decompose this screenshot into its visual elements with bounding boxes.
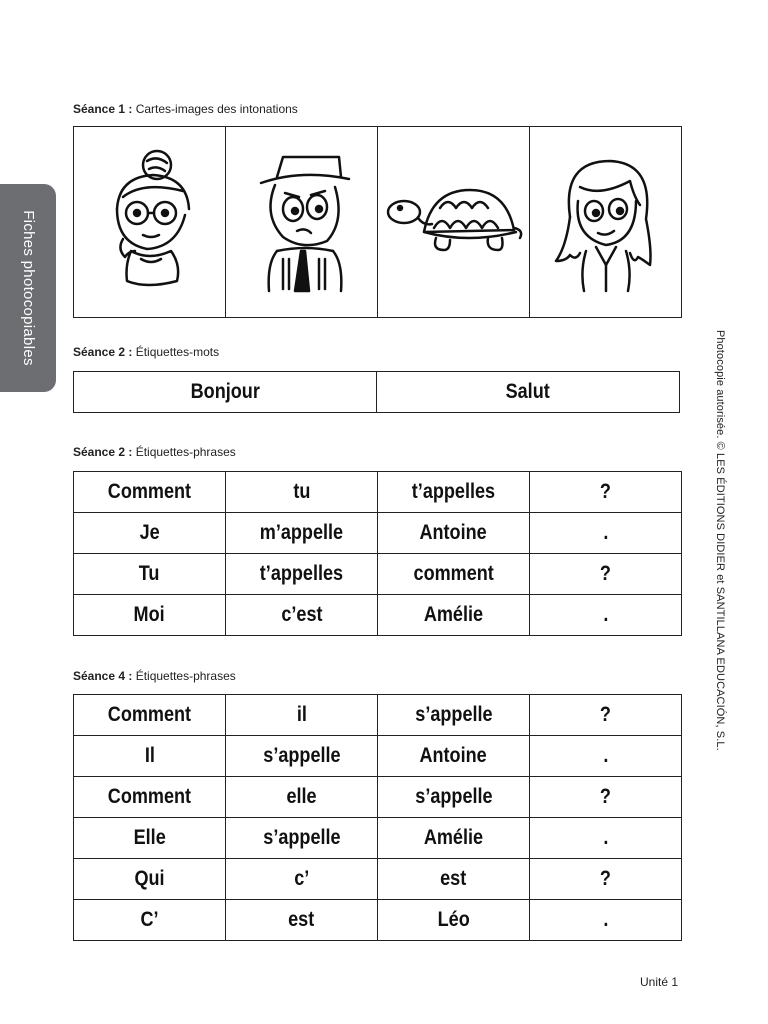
cell-text: Comment — [107, 785, 192, 808]
table-cell — [530, 859, 682, 900]
cell-text: Comment — [107, 480, 192, 503]
copyright-text: Photocopie autorisée. © LES ÉDITIONS DIDIER et SANTILLANA EDUCACIÓN, S.L. — [714, 330, 726, 751]
section4-label — [73, 669, 236, 683]
cell-text: Tu — [139, 562, 160, 585]
cell-text: t’appelles — [411, 480, 496, 503]
table-cell — [226, 695, 378, 736]
table-cell — [74, 513, 226, 554]
copyright-note — [708, 330, 732, 751]
cell-text: . — [602, 521, 609, 544]
boy-with-hat-icon — [247, 147, 357, 297]
cell-text: C’ — [140, 908, 159, 931]
table-cell — [74, 859, 226, 900]
table-cell — [530, 472, 682, 513]
table-cell — [378, 595, 530, 636]
cell-text: tu — [292, 480, 311, 503]
table-cell — [74, 900, 226, 941]
table-cell — [226, 554, 378, 595]
cell-text: Léo — [437, 908, 470, 931]
section2-label-text: Étiquettes-mots — [132, 345, 220, 359]
cell-text: ? — [599, 562, 612, 585]
table-cell — [74, 777, 226, 818]
table-row — [74, 736, 682, 777]
table-cell — [530, 736, 682, 777]
table-cell — [226, 900, 378, 941]
table-cell — [378, 472, 530, 513]
section2-label — [73, 345, 219, 359]
cell-text: il — [296, 703, 307, 726]
girl-icon — [546, 147, 666, 297]
cell-text: Moi — [133, 603, 166, 626]
section3-label — [73, 445, 236, 459]
phrase-table-seance2 — [73, 471, 682, 636]
table-cell — [530, 595, 682, 636]
table-cell — [378, 859, 530, 900]
table-cell — [226, 472, 378, 513]
grandmother-icon — [95, 147, 205, 297]
cell-text: . — [602, 603, 609, 626]
table-cell — [530, 777, 682, 818]
table-cell — [226, 736, 378, 777]
cell-text: ? — [599, 480, 612, 503]
table-cell — [530, 900, 682, 941]
cell-text: Amélie — [423, 826, 484, 849]
cell-text: s’appelle — [262, 826, 341, 849]
section2-label-bold: Séance 2 : — [73, 345, 133, 359]
table-cell — [74, 695, 226, 736]
section1-label-text: Cartes-images des intonations — [132, 102, 298, 116]
cell-text: s’appelle — [262, 744, 341, 767]
image-card — [74, 127, 226, 318]
table-cell — [226, 595, 378, 636]
cell-text: t’appelles — [259, 562, 344, 585]
section3-label-bold: Séance 2 : — [73, 445, 133, 459]
table-cell — [530, 695, 682, 736]
cell-text: Je — [139, 521, 160, 544]
table-cell — [226, 859, 378, 900]
cell-text: ? — [599, 867, 612, 890]
cell-text: Comment — [107, 703, 192, 726]
cell-text: est — [440, 867, 467, 890]
table-row — [74, 513, 682, 554]
table-row — [74, 818, 682, 859]
table-row — [74, 900, 682, 941]
image-cards-table — [73, 126, 682, 318]
table-cell — [378, 818, 530, 859]
cell-text: c’est — [280, 603, 323, 626]
table-cell — [74, 472, 226, 513]
image-card — [530, 127, 682, 318]
side-tab — [0, 184, 56, 392]
table-cell — [226, 777, 378, 818]
table-cell — [378, 554, 530, 595]
table-cell — [378, 900, 530, 941]
table-cell — [378, 736, 530, 777]
section1-label-bold: Séance 1 : — [73, 102, 133, 116]
cell-text: Antoine — [419, 521, 488, 544]
cell-text: . — [602, 908, 609, 931]
cell-text: Qui — [134, 867, 165, 890]
section4-label-bold: Séance 4 : — [73, 669, 133, 683]
table-row — [74, 595, 682, 636]
cell-text: . — [602, 744, 609, 767]
word-text: Salut — [505, 380, 551, 403]
section1-label — [73, 102, 298, 116]
cell-text: comment — [413, 562, 494, 585]
cell-text: . — [602, 826, 609, 849]
cell-text: Elle — [133, 826, 166, 849]
word-cell — [74, 372, 377, 413]
phrase-table-seance4 — [73, 694, 682, 941]
cell-text: s’appelle — [414, 703, 493, 726]
cell-text: ? — [599, 785, 612, 808]
table-cell — [530, 513, 682, 554]
table-cell — [530, 818, 682, 859]
section4-label-text: Étiquettes-phrases — [132, 669, 236, 683]
image-card — [378, 127, 530, 318]
table-row — [74, 777, 682, 818]
table-cell — [74, 736, 226, 777]
word-text: Bonjour — [190, 380, 260, 403]
table-cell — [378, 695, 530, 736]
table-cell — [378, 513, 530, 554]
cell-text: ? — [599, 703, 612, 726]
table-row — [74, 472, 682, 513]
page-footer-unit: Unité 1 — [640, 975, 679, 989]
turtle-icon — [384, 172, 524, 272]
side-tab-label: Fiches photocopiables — [20, 210, 37, 366]
section3-label-text: Étiquettes-phrases — [132, 445, 236, 459]
cell-text: Amélie — [423, 603, 484, 626]
table-cell — [226, 513, 378, 554]
cell-text: m’appelle — [259, 521, 344, 544]
cell-text: Il — [144, 744, 155, 767]
cell-text: Antoine — [419, 744, 488, 767]
table-cell — [378, 777, 530, 818]
image-card — [226, 127, 378, 318]
table-cell — [74, 818, 226, 859]
table-cell — [226, 818, 378, 859]
cell-text: elle — [286, 785, 317, 808]
table-cell — [530, 554, 682, 595]
table-cell — [74, 595, 226, 636]
word-cell — [377, 372, 680, 413]
table-row — [74, 859, 682, 900]
cell-text: est — [288, 908, 315, 931]
table-row — [74, 554, 682, 595]
word-labels-table — [73, 371, 680, 413]
table-row — [74, 695, 682, 736]
cell-text: s’appelle — [414, 785, 493, 808]
table-cell — [74, 554, 226, 595]
cell-text: c’ — [293, 867, 310, 890]
